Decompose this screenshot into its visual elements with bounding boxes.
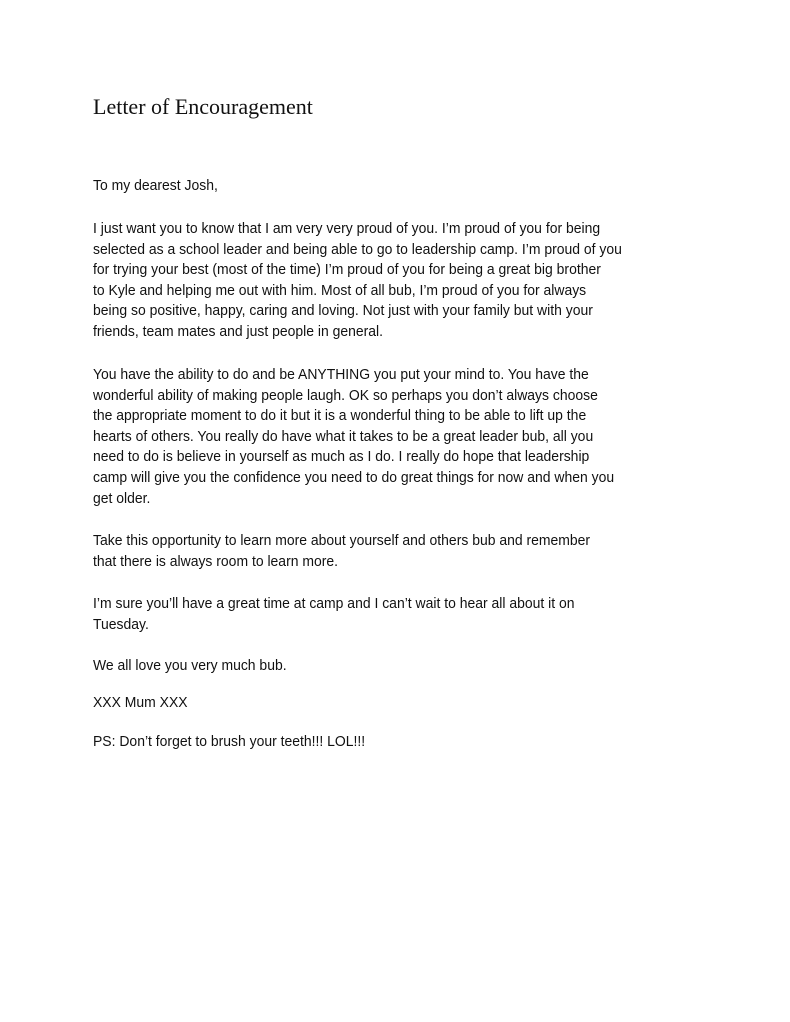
paragraph-line: hearts of others. You really do have what it takes to be a great leader bub, all you — [93, 427, 594, 445]
paragraph-line: for trying your best (most of the time) I’m proud of you for being a great big brother — [93, 261, 601, 279]
paragraph-line: I’m sure you’ll have a great time at camp and I can’t wait to hear all about it on — [93, 595, 575, 612]
paragraph-line: get older. — [93, 489, 151, 507]
paragraph-line: Take this opportunity to learn more about yourself and others bub and remember — [93, 532, 591, 549]
paragraph — [93, 594, 611, 635]
paragraph-line: being so positive, happy, caring and loving. Not just with your family but with your — [93, 302, 593, 320]
paragraph-line: selected as a school leader and being able to go to leadership camp. I’m proud of you — [93, 240, 622, 258]
paragraph-line: I just want you to know that I am very very proud of you. I’m proud of you for being — [93, 220, 601, 237]
greeting — [93, 176, 227, 197]
paragraph — [93, 656, 301, 677]
paragraph — [93, 531, 627, 572]
paragraph-line: We all love you very much bub. — [93, 657, 287, 674]
paragraph-line: friends, team mates and just people in general. — [93, 322, 384, 340]
paragraph-line: Tuesday. — [93, 615, 149, 633]
paragraph-line: You have the ability to do and be ANYTHING you put your mind to. You have the — [93, 366, 589, 383]
paragraph-line: need to do is believe in yourself as much as I do. I really do hope that leadership — [93, 448, 590, 466]
postscript-text: PS: Don’t forget to brush your teeth!!! LOL!!! — [93, 733, 366, 750]
greeting-text: To my dearest Josh, — [93, 177, 218, 194]
paragraph-line: the appropriate moment to do it but it is a wonderful thing to be able to lift up the — [93, 407, 587, 425]
paragraph — [93, 365, 653, 509]
paragraph — [93, 219, 662, 343]
paragraph-line: wonderful ability of making people laugh. OK so perhaps you don’t always choose — [93, 386, 598, 404]
paragraph-line: that there is always room to learn more. — [93, 552, 339, 570]
signature-text: XXX Mum XXX — [93, 694, 188, 711]
postscript — [93, 732, 386, 753]
paragraph-line: to Kyle and helping me out with him. Most of all bub, I’m proud of you for always — [93, 281, 587, 299]
document-title: Letter of Encouragement — [93, 94, 313, 119]
paragraph-line: camp will give you the confidence you need to do great things for now and when you — [93, 468, 615, 486]
signature — [93, 693, 195, 714]
